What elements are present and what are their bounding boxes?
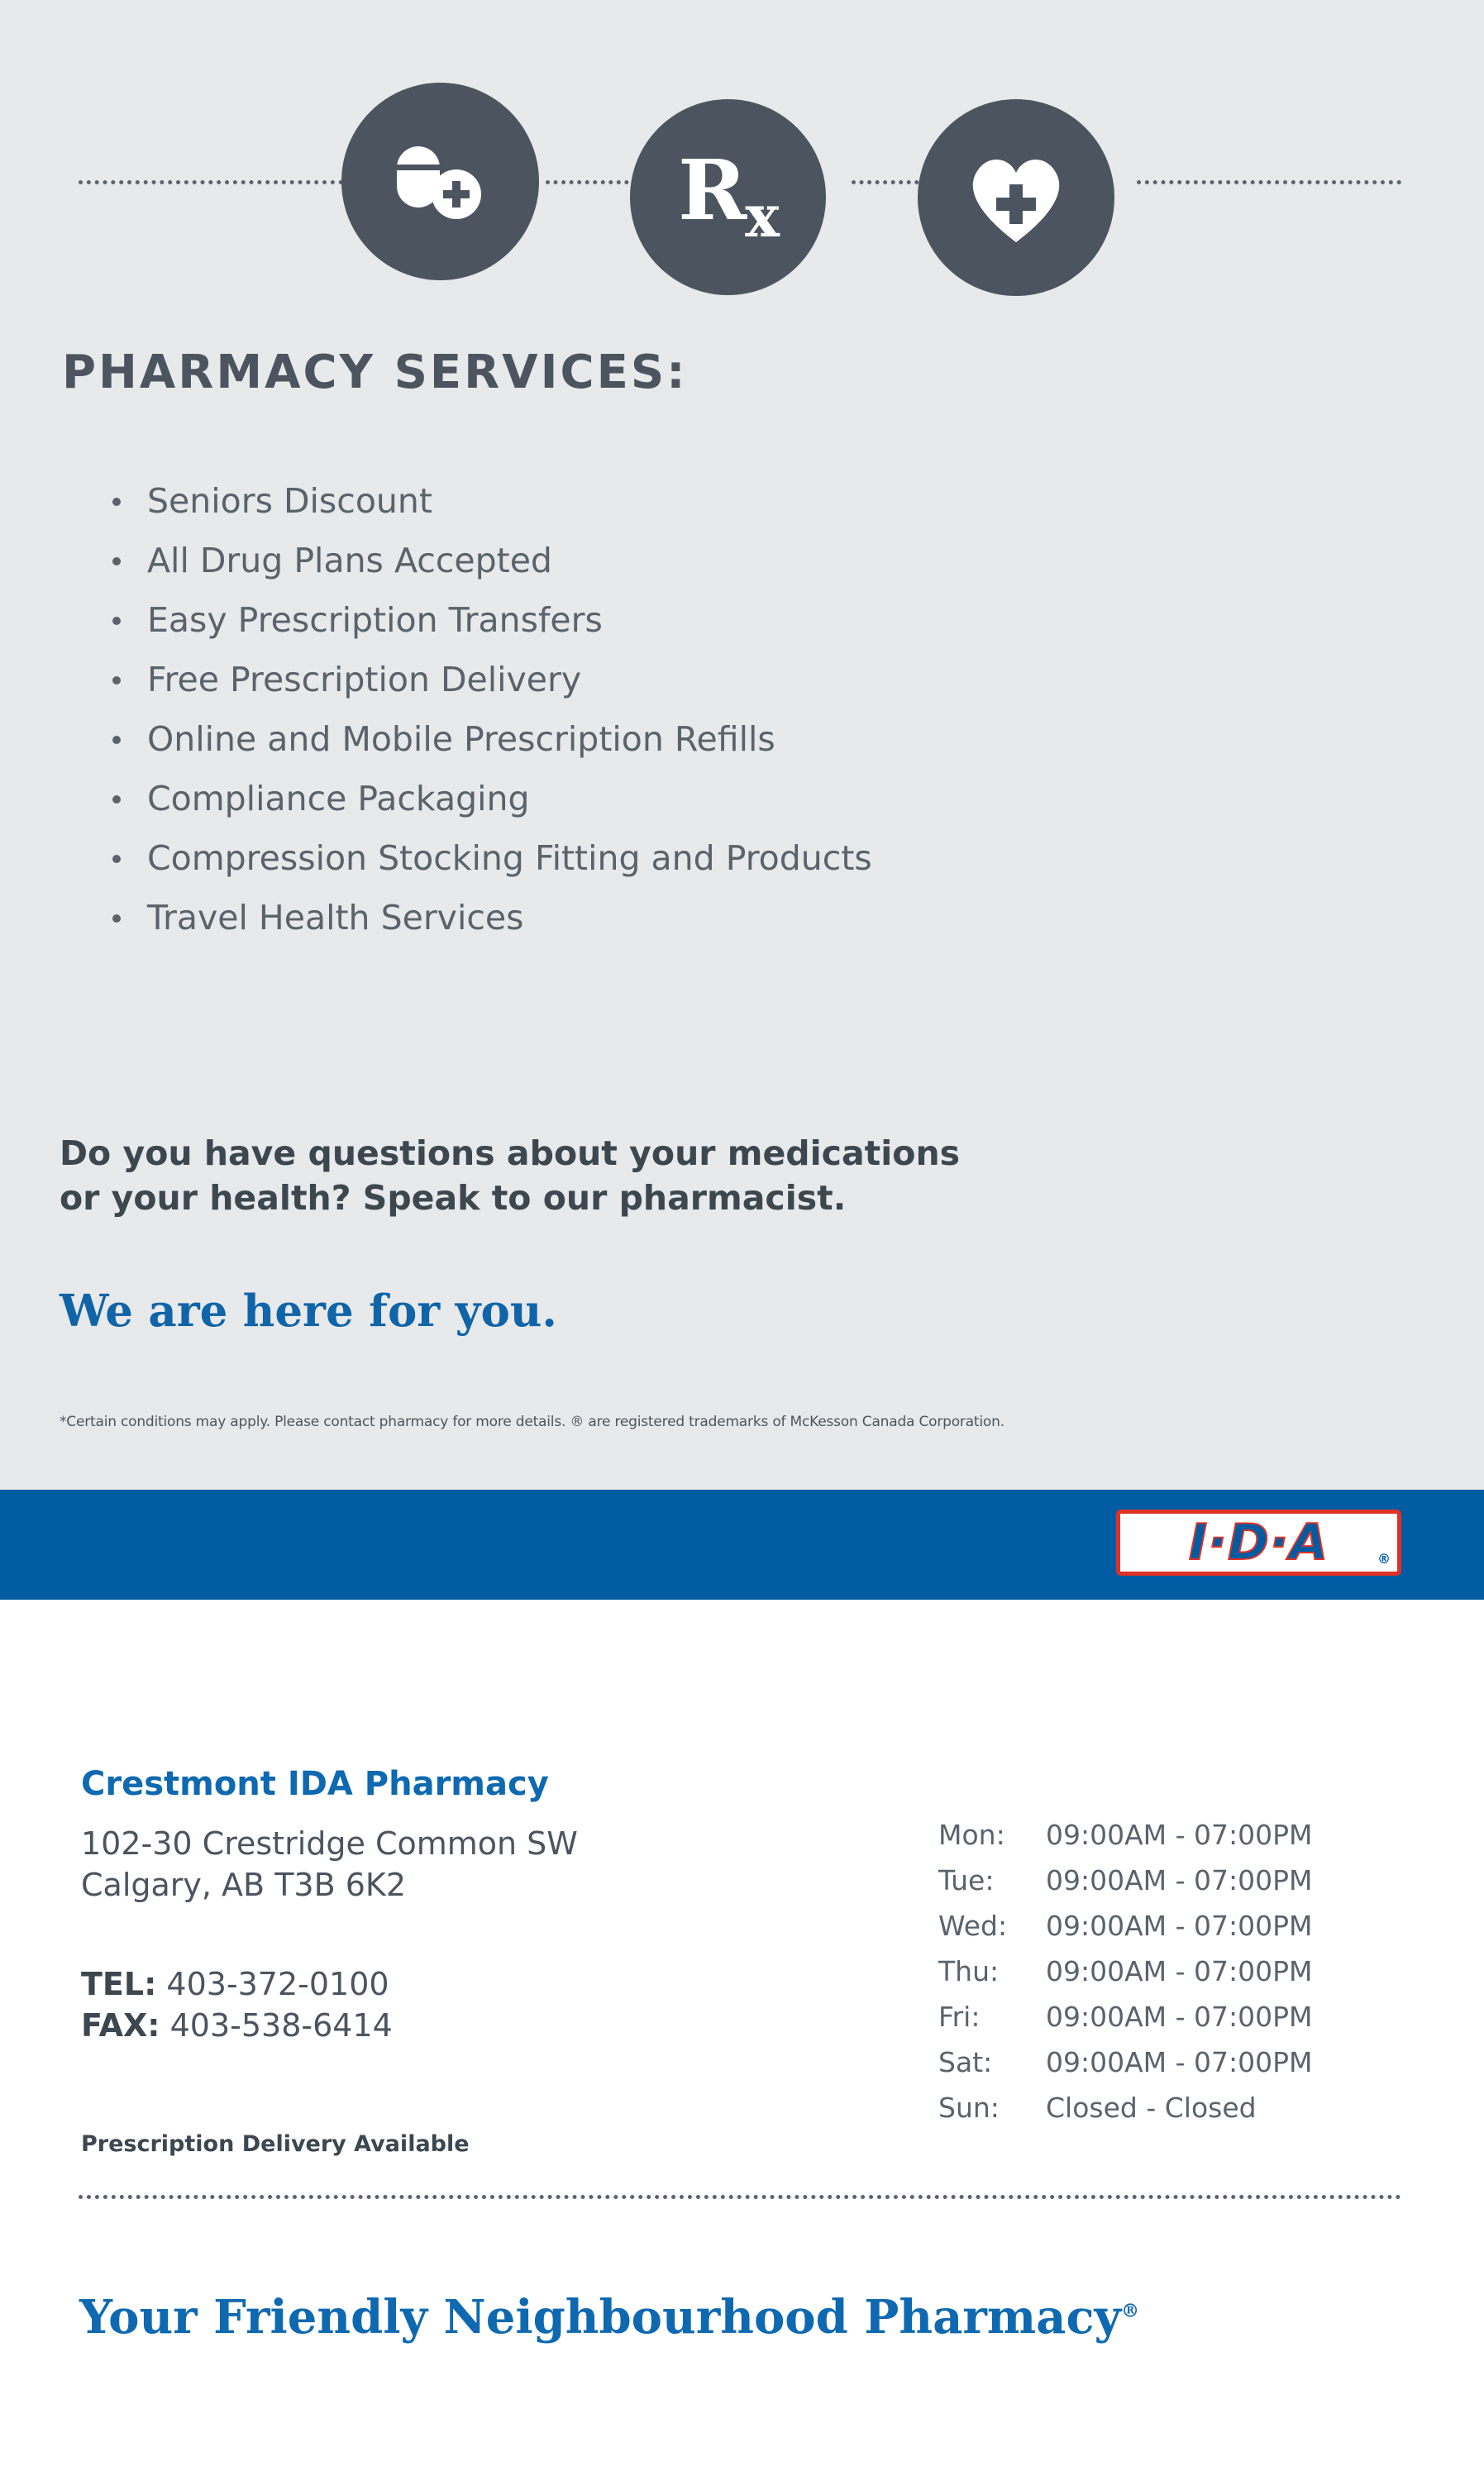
question-line-2: or your health? Speak to our pharmacist. (60, 1178, 847, 1219)
table-row (938, 1910, 1313, 1955)
hours-day: Mon: (938, 1819, 1005, 1851)
pills-plus-icon (341, 83, 539, 280)
hours-time: Closed - Closed (1046, 2092, 1257, 2124)
hours-time: 09:00AM - 07:00PM (1046, 1819, 1313, 1851)
hours-day: Thu: (938, 1955, 1000, 1987)
icon-strip (0, 83, 1484, 285)
question-block (60, 1131, 1300, 1220)
tel-label: TEL: (81, 1966, 157, 2002)
store-contact (81, 1963, 393, 2046)
rx-prescription-icon (630, 99, 826, 295)
table-row (938, 2001, 1313, 2046)
hours-table (938, 1819, 1313, 2137)
list-item: All Drug Plans Accepted (107, 531, 1265, 590)
registered-mark-icon: ® (1121, 2300, 1140, 2322)
services-list (107, 471, 1265, 947)
registered-mark-icon: ® (1377, 1551, 1391, 1567)
fax-label: FAX: (81, 2007, 160, 2044)
hours-day: Wed: (938, 1910, 1008, 1942)
address-line-1: 102-30 Crestridge Common SW (81, 1825, 578, 1862)
footer-slogan (79, 2290, 1139, 2345)
table-row (938, 1864, 1313, 1910)
hours-time: 09:00AM - 07:00PM (1046, 1955, 1313, 1987)
fax-value: 403-538-6414 (169, 2007, 393, 2044)
table-row (938, 2046, 1313, 2092)
tel-value: 403-372-0100 (166, 1966, 389, 2002)
hours-day: Sat: (938, 2046, 993, 2078)
table-row (938, 1819, 1313, 1864)
table-row (938, 1955, 1313, 2001)
question-line-1: Do you have questions about your medications (60, 1133, 961, 1173)
list-item: Free Prescription Delivery (107, 650, 1265, 709)
list-item: Easy Prescription Transfers (107, 590, 1265, 650)
address-line-2: Calgary, AB T3B 6K2 (81, 1867, 407, 1904)
hours-day: Sun: (938, 2092, 1000, 2124)
dotted-divider-left (79, 180, 343, 184)
list-item: Compression Stocking Fitting and Products (107, 828, 1265, 888)
telephone-row (81, 1963, 393, 2005)
list-item: Seniors Discount (107, 471, 1265, 531)
hours-time: 09:00AM - 07:00PM (1046, 2046, 1313, 2078)
dotted-divider-right (1137, 180, 1401, 184)
tagline: We are here for you. (60, 1286, 557, 1337)
disclaimer-text: *Certain conditions may apply. Please contact pharmacy for more details. ® are registered trademarks of McKesson Canada Corporation. (60, 1414, 1004, 1430)
delivery-note: Prescription Delivery Available (81, 2131, 470, 2157)
heart-plus-icon (918, 99, 1114, 296)
dotted-divider-mid-1 (546, 180, 637, 184)
dotted-divider-bottom (79, 2195, 1401, 2199)
ida-logo (1116, 1510, 1401, 1576)
footer-slogan-text: Your Friendly Neighbourhood Pharmacy (79, 2290, 1122, 2345)
hours-day: Tue: (938, 1864, 995, 1896)
rx-glyph: $R_x$ (678, 141, 778, 250)
fax-row (81, 2005, 393, 2046)
page-title: PHARMACY SERVICES: (62, 346, 688, 399)
list-item: Compliance Packaging (107, 769, 1265, 828)
list-item: Travel Health Services (107, 888, 1265, 947)
hours-day: Fri: (938, 2001, 981, 2033)
hours-time: 09:00AM - 07:00PM (1046, 1910, 1313, 1942)
hours-time: 09:00AM - 07:00PM (1046, 1864, 1313, 1896)
store-name: Crestmont IDA Pharmacy (81, 1765, 549, 1803)
ida-logo-text: I·D·A (1188, 1514, 1329, 1572)
table-row (938, 2092, 1313, 2137)
hours-time: 09:00AM - 07:00PM (1046, 2001, 1313, 2033)
store-address (81, 1823, 578, 1906)
list-item: Online and Mobile Prescription Refills (107, 709, 1265, 769)
